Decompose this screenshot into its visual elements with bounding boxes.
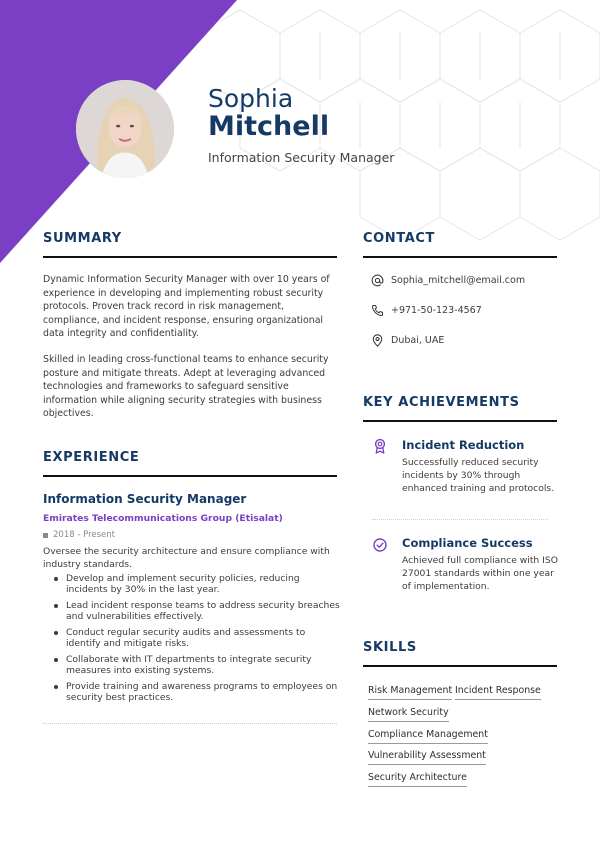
calendar-square-icon bbox=[43, 533, 48, 538]
last-name: Mitchell bbox=[208, 111, 330, 142]
achievements-heading: KEY ACHIEVEMENTS bbox=[363, 395, 520, 410]
experience-company: Emirates Telecommunications Group (Etisalat) bbox=[43, 513, 283, 524]
award-icon bbox=[372, 438, 388, 454]
experience-job-title: Information Security Manager bbox=[43, 492, 247, 506]
check-circle-icon bbox=[372, 537, 388, 553]
summary-divider bbox=[43, 256, 337, 258]
phone-icon bbox=[371, 304, 384, 317]
contact-location-row bbox=[371, 334, 444, 347]
experience-heading: EXPERIENCE bbox=[43, 450, 140, 465]
summary-paragraph-1: Dynamic Information Security Manager with over 10 years of experience in developing and implementing robust security protocols. Proven track record in risk management, compliance, and incident response, ensuring organizational data integrity and confidentiality. bbox=[43, 274, 330, 340]
contact-email-row bbox=[371, 274, 525, 287]
skill-tag: Compliance Management bbox=[368, 729, 488, 744]
profile-photo bbox=[76, 80, 174, 178]
summary-heading: SUMMARY bbox=[43, 231, 122, 246]
skill-tag: Security Architecture bbox=[368, 772, 467, 787]
achievement-description: Achieved full compliance with ISO 27001 standards within one year of implementation. bbox=[402, 555, 558, 592]
skill-tag: Vulnerability Assessment bbox=[368, 750, 486, 765]
experience-description: Oversee the security architecture and ensure compliance with industry standards. bbox=[43, 546, 330, 570]
achievement-description: Successfully reduced security incidents by 30% through enhanced training and protocols. bbox=[402, 457, 555, 494]
first-name: Sophia bbox=[208, 84, 294, 113]
achievements-dotted-separator bbox=[372, 519, 548, 520]
list-item: Provide training and awareness programs to employees on security best practices. bbox=[66, 681, 341, 704]
skills-divider bbox=[363, 665, 557, 667]
achievement-item bbox=[372, 438, 557, 508]
contact-divider bbox=[363, 256, 557, 258]
location-pin-icon bbox=[371, 334, 384, 347]
list-item: Develop and implement security policies, reducing incidents by 30% in the last year. bbox=[66, 573, 341, 596]
contact-phone-row bbox=[371, 304, 482, 317]
list-item: Conduct regular security audits and assessments to identify and mitigate risks. bbox=[66, 627, 341, 650]
summary-paragraph-2: Skilled in leading cross-functional teams to enhance security posture and mitigate threats. Adept at leveraging advanced technologies and frameworks to safeguard sensitive information while aligning security strategies with business objectives. bbox=[43, 354, 329, 420]
skill-tag: Risk Management bbox=[368, 685, 452, 700]
list-item: Collaborate with IT departments to integrate security measures into existing systems. bbox=[66, 654, 341, 677]
achievements-divider bbox=[363, 420, 557, 422]
achievement-title: Compliance Success bbox=[402, 536, 533, 550]
contact-email[interactable]: Sophia_mitchell@email.com bbox=[391, 275, 526, 286]
skill-tag: Incident Response bbox=[455, 685, 541, 700]
experience-dotted-separator bbox=[43, 723, 337, 724]
contact-location: Dubai, UAE bbox=[391, 335, 445, 346]
contact-phone[interactable]: +971-50-123-4567 bbox=[391, 305, 482, 316]
experience-divider bbox=[43, 475, 337, 477]
skills-heading: SKILLS bbox=[363, 640, 417, 655]
achievement-title: Incident Reduction bbox=[402, 438, 525, 452]
at-icon bbox=[371, 274, 384, 287]
experience-bullet-list bbox=[66, 573, 341, 708]
achievement-item bbox=[372, 536, 557, 606]
experience-dates-text: 2018 - Present bbox=[53, 530, 115, 540]
skill-tag: Network Security bbox=[368, 707, 449, 722]
list-item: Lead incident response teams to address security breaches and vulnerabilities effectively. bbox=[66, 600, 340, 623]
job-role-title: Information Security Manager bbox=[208, 150, 395, 165]
experience-dates bbox=[43, 530, 115, 540]
contact-heading: CONTACT bbox=[363, 231, 435, 246]
